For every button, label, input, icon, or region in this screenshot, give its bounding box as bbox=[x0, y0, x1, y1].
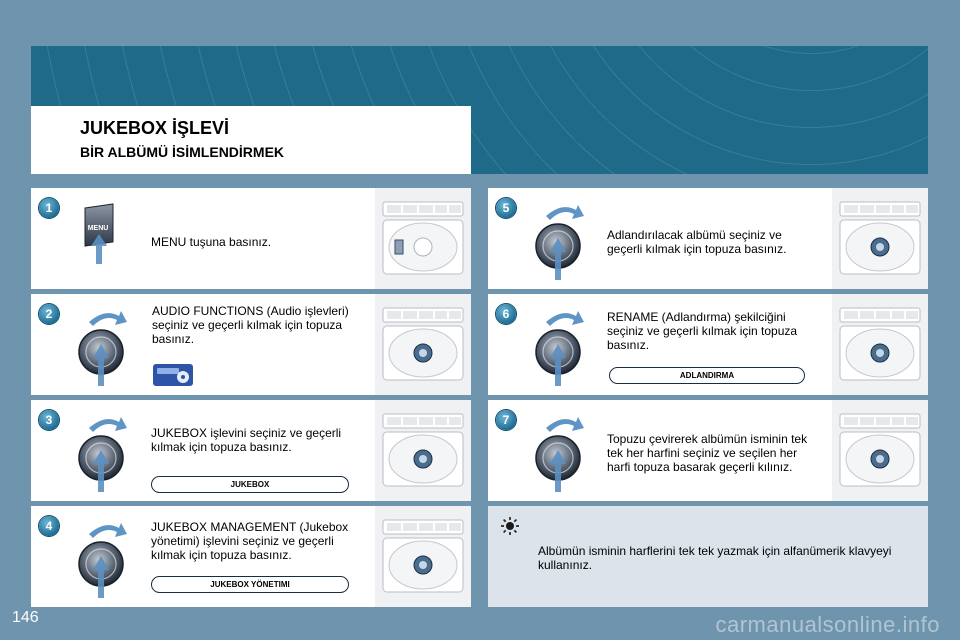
menu-item-pill: JUKEBOX bbox=[151, 476, 349, 493]
page-number: 146 bbox=[12, 609, 39, 626]
step-text: MENU tuşuna basınız. bbox=[151, 235, 272, 249]
step-text: Topuzu çevirerek albümün isminin tek tek her harfini seçiniz ve seçilen her harfi topuza basarak geçerli kılınız. bbox=[607, 432, 808, 474]
tip-text: Albümün isminin harflerini tek tek yazmak için alfanümerik klavyeyi kullanınız. bbox=[538, 544, 892, 572]
step-text: RENAME (Adlandırma) şekilciğini seçiniz ve geçerli kılmak için topuza basınız. bbox=[607, 310, 798, 352]
step-badge: 5 bbox=[496, 198, 516, 218]
step-text: JUKEBOX MANAGEMENT (Jukebox yönetimi) işlevini seçiniz ve geçerli kılmak için topuza basınız. bbox=[151, 520, 349, 562]
step-panel-3 bbox=[31, 400, 471, 501]
title-box bbox=[31, 106, 471, 174]
step-panel-6 bbox=[488, 294, 928, 395]
radio-console-icon bbox=[838, 302, 922, 386]
radio-console-icon bbox=[381, 514, 465, 598]
radio-console-icon bbox=[381, 302, 465, 386]
step-panel-7 bbox=[488, 400, 928, 501]
radio-console-icon bbox=[381, 196, 465, 280]
rotary-knob-icon bbox=[75, 308, 131, 390]
watermark: carmanualsonline.info bbox=[715, 612, 940, 637]
step-text: JUKEBOX işlevini seçiniz ve geçerli kılmak için topuza basınız. bbox=[151, 426, 342, 454]
rotary-knob-icon bbox=[75, 414, 131, 496]
menu-button-label: MENU bbox=[87, 225, 109, 232]
step-badge: 6 bbox=[496, 304, 516, 324]
radio-console-icon bbox=[838, 408, 922, 492]
rotary-knob-icon bbox=[532, 308, 588, 390]
step-text: AUDIO FUNCTIONS (Audio işlevleri) seçiniz ve geçerli kılmak için topuza basınız. bbox=[152, 304, 349, 346]
rotary-knob-icon bbox=[532, 202, 588, 284]
audio-functions-icon bbox=[153, 364, 193, 386]
sun-icon bbox=[500, 516, 520, 536]
step-badge: 2 bbox=[39, 304, 59, 324]
menu-item-pill: ADLANDIRMA bbox=[609, 367, 805, 384]
step-panel-5 bbox=[488, 188, 928, 289]
radio-console-icon bbox=[838, 196, 922, 280]
menu-button-icon bbox=[79, 202, 119, 270]
step-panel-2 bbox=[31, 294, 471, 395]
page-subtitle: BİR ALBÜMÜ İSİMLENDİRMEK bbox=[80, 144, 285, 160]
step-badge: 4 bbox=[39, 516, 59, 536]
step-panel-1 bbox=[31, 188, 471, 289]
step-badge: 7 bbox=[496, 410, 516, 430]
step-badge: 1 bbox=[39, 198, 59, 218]
rotary-knob-icon bbox=[75, 520, 131, 602]
menu-item-pill: JUKEBOX YÖNETIMI bbox=[151, 576, 349, 593]
tip-panel bbox=[488, 506, 928, 607]
page-title: JUKEBOX İŞLEVİ bbox=[80, 118, 230, 138]
rotary-knob-icon bbox=[532, 414, 588, 496]
step-text: Adlandırılacak albümü seçiniz ve geçerli kılmak için topuza basınız. bbox=[607, 228, 787, 256]
step-panel-4 bbox=[31, 506, 471, 607]
radio-console-icon bbox=[381, 408, 465, 492]
step-badge: 3 bbox=[39, 410, 59, 430]
